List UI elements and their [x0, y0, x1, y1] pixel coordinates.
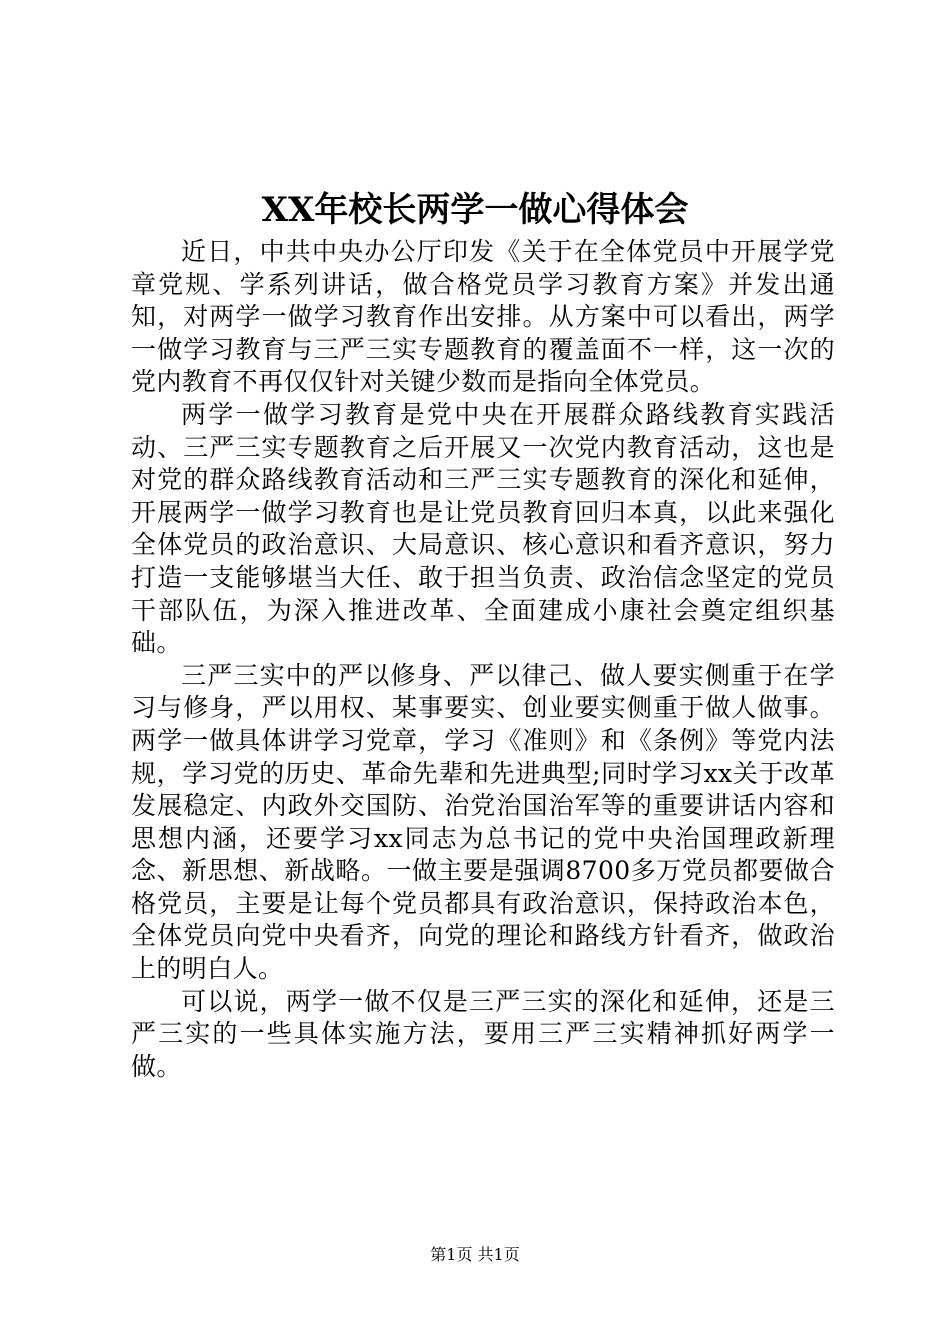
paragraph-1: 近日，中共中央办公厅印发《关于在全体党员中开展学党章党规、学系列讲话，做合格党员学习教育方案》并发出通知，对两学一做学习教育作出安排。从方案中可以看出，两学一做学习教育与三严三实专题教育的覆盖面不一样，这一次的党内教育不再仅仅针对关键少数而是指向全体党员。: [131, 237, 835, 397]
document-title: XX年校长两学一做心得体会: [261, 190, 689, 230]
document-body: [131, 236, 835, 1083]
page-footer: 第1页 共1页: [430, 1245, 520, 1264]
paragraph-2: 两学一做学习教育是党中央在开展群众路线教育实践活动、三严三实专题教育之后开展又一次党内教育活动，这也是对党的群众路线教育活动和三严三实专题教育的深化和延伸，开展两学一做学习教育也是让党员教育回归本真，以此来强化全体党员的政治意识、大局意识、核心意识和看齐意识，努力打造一支能够堪当大任、敢于担当负责、政治信念坚定的党员干部队伍，为深入推进改革、全面建成小康社会奠定组织基础。: [131, 399, 835, 658]
paragraph-4: 可以说，两学一做不仅是三严三实的深化和延伸，还是三严三实的一些具体实施方法，要用三严三实精神抓好两学一做。: [131, 986, 835, 1081]
paragraph-3: 三严三实中的严以修身、严以律己、做人要实侧重于在学习与修身，严以用权、某事要实、创业要实侧重于做人做事。两学一做具体讲学习党章，学习《准则》和《条例》等党内法规，学习党的历史、革命先辈和先进典型;同时学习xx关于改革发展稳定、内政外交国防、治党治国治军等的重要讲话内容和思想内涵，还要学习xx同志为总书记的党中央治国理政新理念、新思想、新战略。一做主要是强调8700多万党员都要做合格党员，主要是让每个党员都具有政治意识，保持政治本色，全体党员向党中央看齐，向党的理论和路线方针看齐，做政治上的明白人。: [131, 660, 835, 984]
